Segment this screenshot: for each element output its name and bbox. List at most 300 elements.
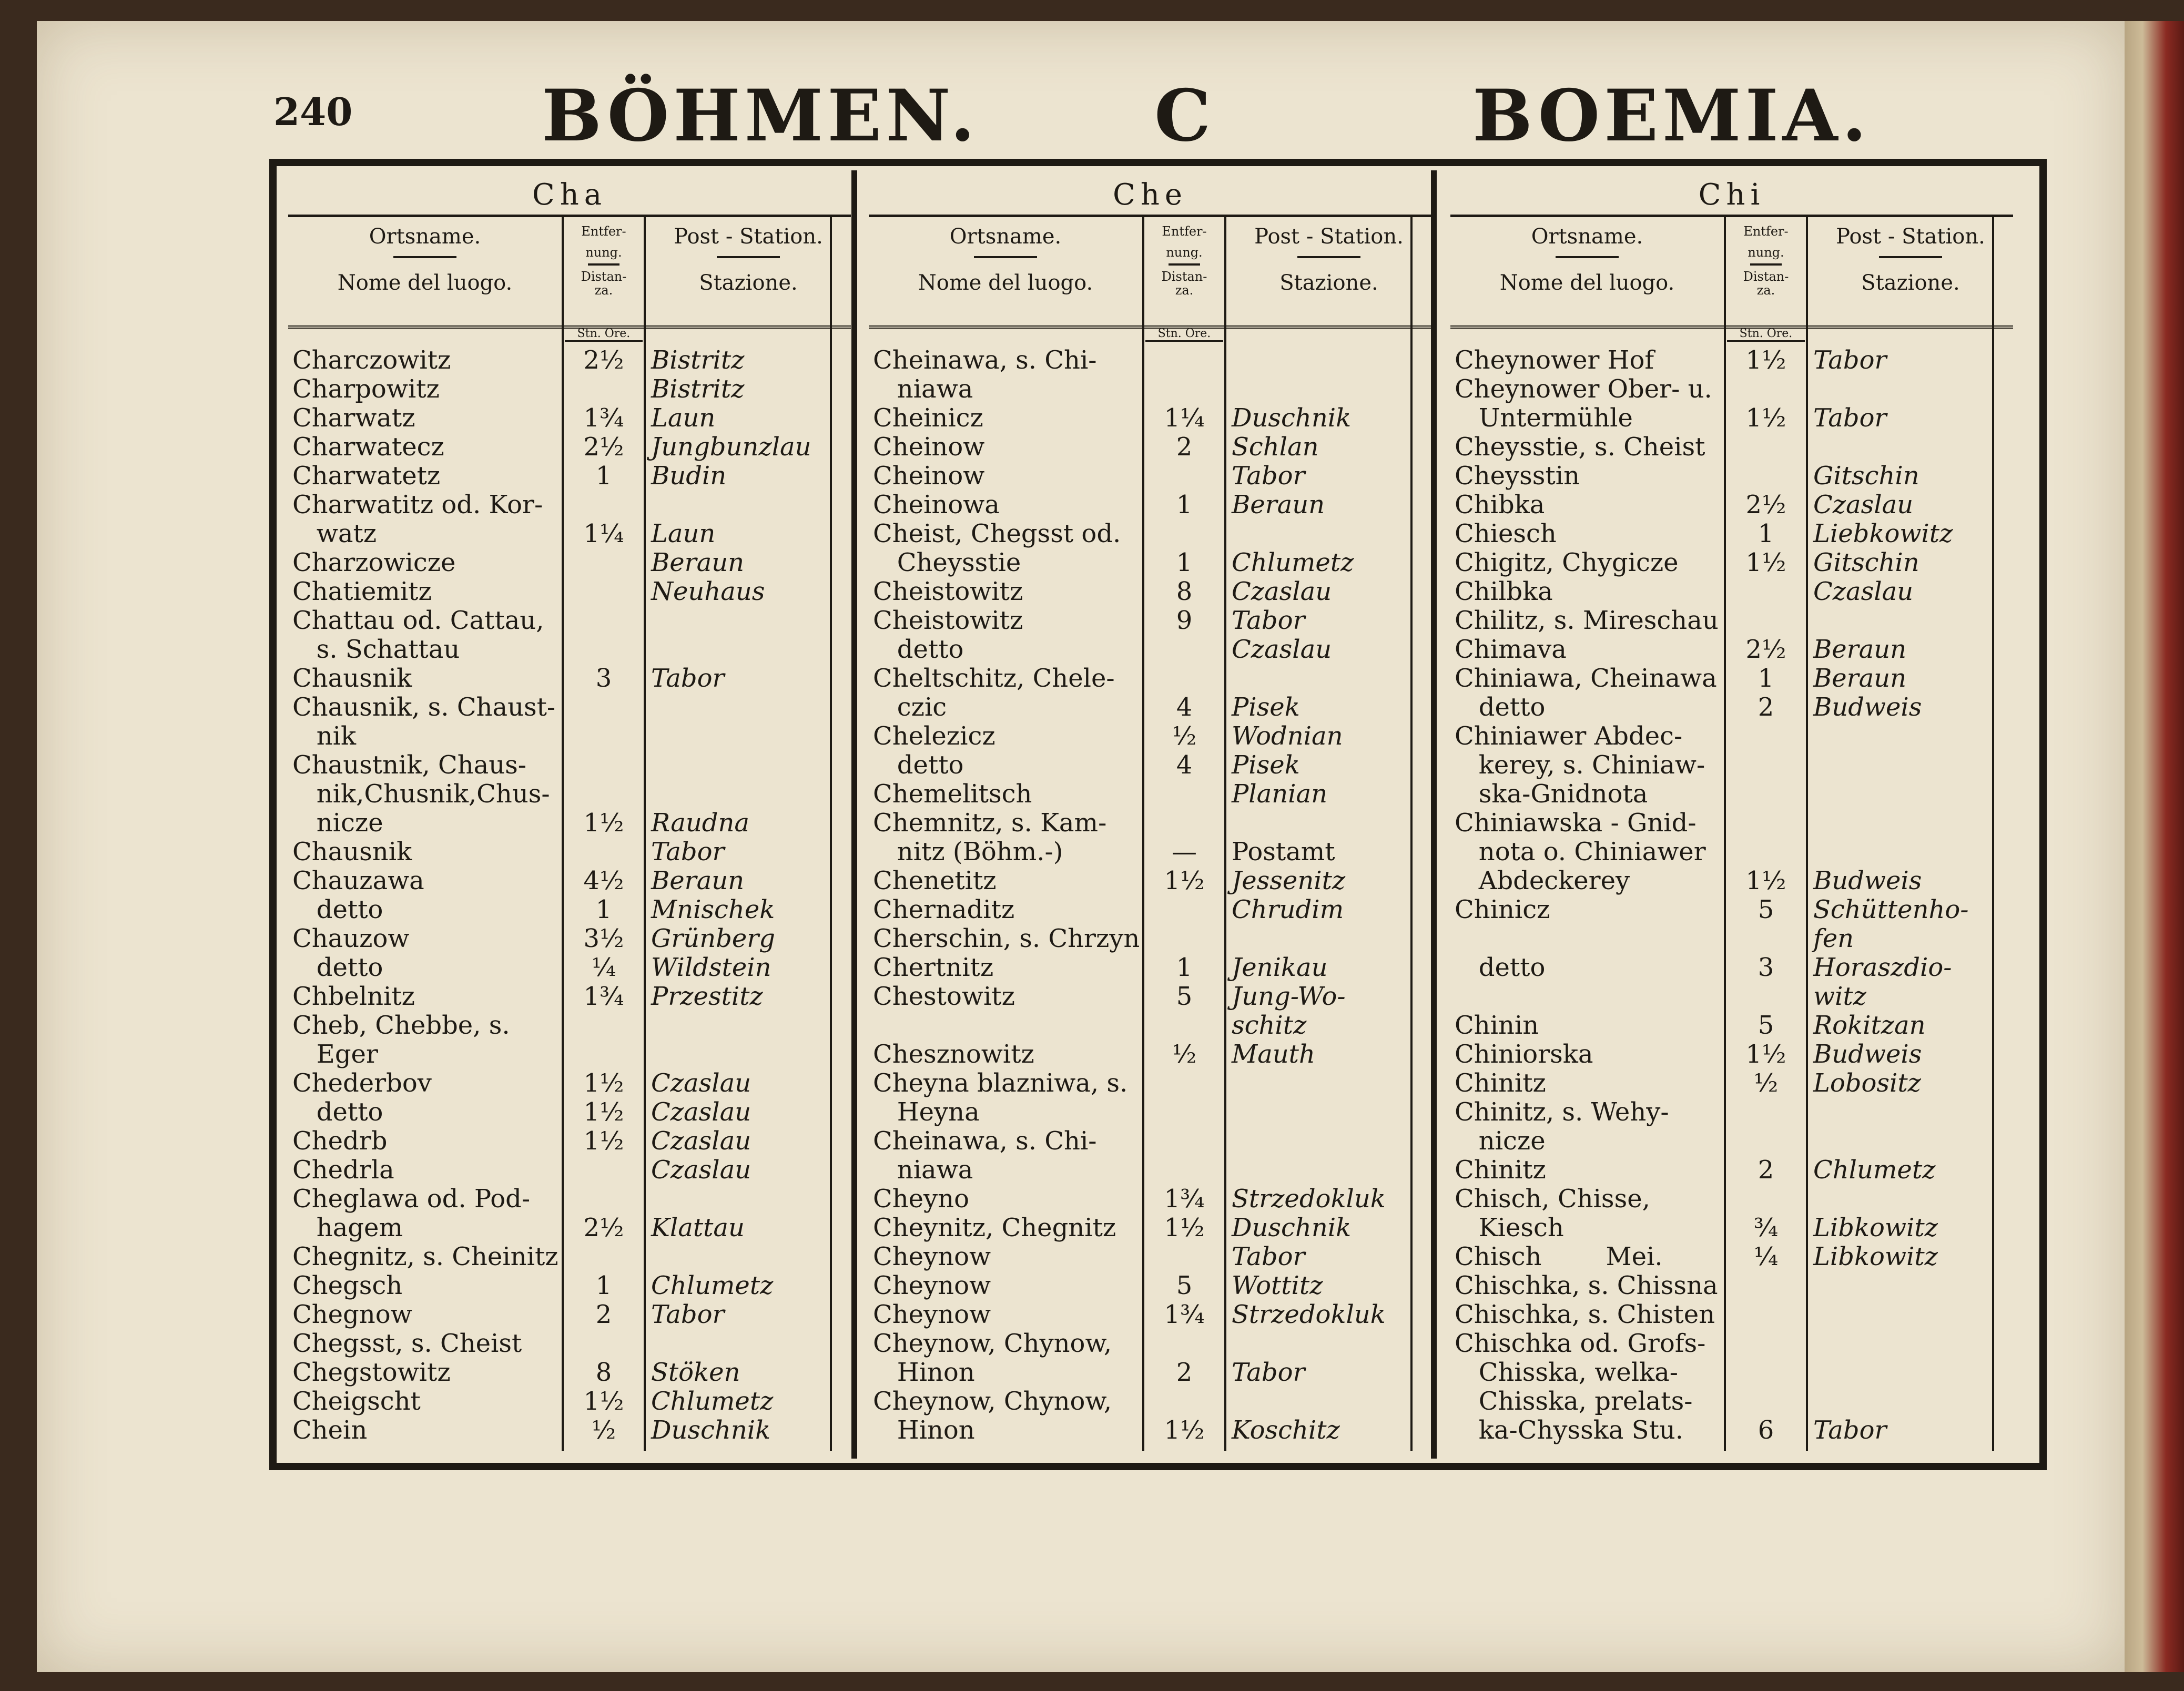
- table-row: [288, 635, 851, 664]
- distance-value: 2: [1758, 692, 1774, 722]
- place-name: Chegsch: [292, 1271, 403, 1300]
- post-station: Czaslau: [651, 1068, 751, 1098]
- table-row: [288, 606, 851, 635]
- table-row: [288, 953, 851, 982]
- table-row: [1450, 924, 2013, 953]
- table-row: [1450, 1358, 2013, 1387]
- distance-value: 1½: [1745, 866, 1786, 895]
- place-name: Cheltschitz, Chele-: [873, 664, 1115, 693]
- post-station: Czaslau: [651, 1097, 751, 1127]
- distance-value: ¾: [1753, 1213, 1779, 1242]
- table-row: [1450, 1242, 2013, 1271]
- header-rule: [1556, 256, 1619, 258]
- table-row: [869, 1416, 1431, 1445]
- distan-label: Distan-: [581, 269, 627, 284]
- place-name: niawa: [873, 1155, 973, 1185]
- distance-value: 1¼: [583, 519, 624, 548]
- table-row: [1450, 1416, 2013, 1445]
- table-row: [869, 1242, 1431, 1271]
- table-row: [288, 1329, 851, 1358]
- place-name: Chigitz, Chygicze: [1455, 548, 1679, 577]
- distance-value: 2: [595, 1300, 612, 1329]
- table-row: [288, 924, 851, 953]
- place-name: Chiniawer Abdec-: [1455, 721, 1683, 751]
- table-row: [1450, 664, 2013, 693]
- place-name: Chauzawa: [292, 866, 424, 895]
- header-rule: [588, 263, 619, 266]
- nung-label: nung.: [1748, 245, 1784, 260]
- distance-value: 1¾: [583, 982, 624, 1011]
- post-station: Grünberg: [651, 924, 775, 953]
- entfer-label: Entfer-: [1162, 224, 1207, 239]
- table-row: [288, 346, 851, 375]
- place-name: Chbelnitz: [292, 982, 415, 1011]
- table-row: [869, 780, 1431, 809]
- title-right: BOEMIA.: [1472, 74, 1871, 157]
- post-station: Tabor: [1232, 1242, 1305, 1271]
- table-row: [288, 809, 851, 838]
- post-station: Czaslau: [651, 1126, 751, 1156]
- distance-value: 4: [1176, 692, 1193, 722]
- distance-value: 1: [595, 895, 612, 924]
- station-header: [1226, 217, 1431, 295]
- distance-value: 3: [595, 664, 612, 693]
- place-name: Cheyno: [873, 1184, 969, 1214]
- distance-value: ½: [1753, 1068, 1779, 1098]
- table-row: [869, 548, 1431, 577]
- table-row: [1450, 404, 2013, 433]
- table-row: [288, 1358, 851, 1387]
- place-name: detto: [873, 750, 964, 780]
- place-name: Chiesch: [1455, 519, 1557, 548]
- table-row: [869, 982, 1431, 1011]
- post-station: Pisek: [1232, 750, 1300, 780]
- table-row: [288, 375, 851, 404]
- table-row: [1450, 1156, 2013, 1185]
- place-name: Untermühle: [1455, 403, 1633, 433]
- post-station: Przestitz: [651, 982, 763, 1011]
- ortsname-label: Ortsname.: [949, 225, 1062, 249]
- post-station: Bistritz: [651, 345, 745, 375]
- place-name: Chelezicz: [873, 721, 996, 751]
- distance-value: 2½: [1745, 490, 1786, 519]
- table-row: [288, 751, 851, 780]
- table-row: [1450, 867, 2013, 895]
- place-name: Chenetitz: [873, 866, 997, 895]
- table-row: [869, 1271, 1431, 1300]
- distance-value: 8: [1176, 577, 1193, 606]
- header-rule: [1879, 256, 1942, 258]
- post-station: Tabor: [651, 664, 725, 693]
- place-name: Chemelitsch: [873, 779, 1032, 809]
- post-station: Budweis: [1813, 1040, 1922, 1069]
- place-name: Chederbov: [292, 1068, 432, 1098]
- post-station-label: Post - Station.: [1254, 225, 1404, 249]
- table-row: [1450, 462, 2013, 491]
- distance-value: ½: [1172, 721, 1197, 751]
- entfer-label: Entfer-: [1743, 224, 1789, 239]
- place-name: Chein: [292, 1415, 368, 1445]
- column-rule: [1724, 217, 1726, 325]
- post-station: Beraun: [1232, 490, 1325, 519]
- distance-value: 1½: [583, 808, 624, 838]
- place-name: nicze: [292, 808, 383, 838]
- post-station: Stöken: [651, 1358, 740, 1387]
- post-station: Laun: [651, 403, 716, 433]
- table-row: [1450, 751, 2013, 780]
- place-name: Cheinow: [873, 432, 985, 462]
- table-row: [869, 693, 1431, 722]
- place-name: detto: [1455, 692, 1546, 722]
- table-row: [288, 838, 851, 867]
- distance-value: 1½: [1745, 548, 1786, 577]
- post-station: Liebkowitz: [1813, 519, 1953, 548]
- table-row: [869, 1069, 1431, 1098]
- distance-value: 1¼: [1164, 403, 1205, 433]
- place-name: Cheigscht: [292, 1387, 421, 1416]
- table-row: [1450, 433, 2013, 462]
- post-station: Mnischek: [651, 895, 775, 924]
- distance-value: 5: [1758, 1011, 1774, 1040]
- place-name: Cheinicz: [873, 403, 983, 433]
- post-station: Budin: [651, 461, 727, 491]
- column-subheader: [869, 217, 1431, 329]
- post-station: Beraun: [651, 866, 745, 895]
- post-station: Chlumetz: [1813, 1155, 1936, 1185]
- place-name: Chausnik, s. Chaust-: [292, 692, 556, 722]
- post-station: Lobositz: [1813, 1068, 1921, 1098]
- table-row: [1450, 1040, 2013, 1069]
- place-name: nik,Chusnik,Chus-: [292, 779, 550, 809]
- place-name: Charpowitz: [292, 374, 440, 404]
- post-station: Czaslau: [651, 1155, 751, 1185]
- post-station: Strzedokluk: [1232, 1184, 1386, 1214]
- table-row: [869, 433, 1431, 462]
- nung-label: nung.: [585, 245, 622, 260]
- place-name: Chisska, prelats-: [1455, 1387, 1693, 1416]
- table-row: [869, 1156, 1431, 1185]
- table-row: [869, 1387, 1431, 1416]
- table-row: [1450, 1214, 2013, 1242]
- place-name: watz: [292, 519, 377, 548]
- table-row: [869, 1358, 1431, 1387]
- table-row: [1450, 375, 2013, 404]
- place-name: Cheinawa, s. Chi-: [873, 345, 1097, 375]
- post-station: Tabor: [651, 837, 725, 867]
- stazione-label: Stazione.: [699, 271, 798, 295]
- table-row: [869, 375, 1431, 404]
- table-row: [1450, 895, 2013, 924]
- column-subheader: [288, 217, 851, 329]
- place-name: ska-Gnidnota: [1455, 779, 1648, 809]
- table-row: [1450, 1069, 2013, 1098]
- place-name: Chattau od. Cattau,: [292, 606, 544, 635]
- table-row: [869, 1214, 1431, 1242]
- table-row: [869, 577, 1431, 606]
- place-name: Charczowitz: [292, 345, 451, 375]
- table-row: [869, 1127, 1431, 1156]
- post-station: Czaslau: [1232, 635, 1332, 664]
- post-station: Duschnik: [1232, 403, 1352, 433]
- place-name: Charwatz: [292, 403, 415, 433]
- ortsname-label: Ortsname.: [369, 225, 481, 249]
- header-rule: [393, 256, 456, 258]
- table-row: [288, 1242, 851, 1271]
- place-name: Chinin: [1455, 1011, 1539, 1040]
- place-name: Chinicz: [1455, 895, 1550, 924]
- place-name: nitz (Böhm.-): [873, 837, 1063, 867]
- post-station: Libkowitz: [1813, 1242, 1938, 1271]
- place-name: Chischka od. Grofs-: [1455, 1329, 1706, 1358]
- distance-value: 6: [1758, 1415, 1774, 1445]
- place-name: Cheinawa, s. Chi-: [873, 1126, 1097, 1156]
- place-name: Chiniorska: [1455, 1040, 1593, 1069]
- post-station: Czaslau: [1232, 577, 1332, 606]
- post-station: Budweis: [1813, 692, 1922, 722]
- table-row: [1450, 1329, 2013, 1358]
- table-row: [288, 548, 851, 577]
- distance-value: ½: [591, 1415, 616, 1445]
- place-name: nota o. Chiniawer: [1455, 837, 1706, 867]
- ortsname-header: [869, 217, 1142, 295]
- place-name: Cheist, Chegsst od.: [873, 519, 1121, 548]
- table-row: [288, 1271, 851, 1300]
- table-row: [869, 635, 1431, 664]
- column-heading: Che: [869, 178, 1431, 217]
- post-station: Budweis: [1813, 866, 1922, 895]
- place-name: Chegnitz, s. Cheinitz: [292, 1242, 558, 1271]
- table-row: [288, 1040, 851, 1069]
- distance-units: Stn. Ore.: [1727, 327, 1805, 342]
- post-station: Tabor: [1813, 345, 1887, 375]
- place-name: Cheynitz, Chegnitz: [873, 1213, 1116, 1242]
- post-station: Jenikau: [1232, 953, 1328, 982]
- place-name: Chausnik: [292, 664, 412, 693]
- place-name: Chernaditz: [873, 895, 1015, 924]
- station-header: [646, 217, 851, 295]
- post-station: witz: [1813, 982, 1867, 1011]
- distance-value: —: [1172, 837, 1197, 867]
- distance-value: 1½: [1164, 1415, 1205, 1445]
- distance-value: 1¾: [1164, 1184, 1205, 1214]
- column-chi: [1450, 178, 2013, 1451]
- distance-value: 3½: [583, 924, 624, 953]
- distance-value: 1½: [1164, 1213, 1205, 1242]
- place-name: niawa: [873, 374, 973, 404]
- table-row: [869, 895, 1431, 924]
- table-row: [869, 1185, 1431, 1214]
- table-row: [1450, 1185, 2013, 1214]
- za-label: za.: [594, 283, 613, 298]
- post-station: Tabor: [1813, 1415, 1887, 1445]
- place-name: Charwatecz: [292, 432, 444, 462]
- post-station: Beraun: [1813, 635, 1907, 664]
- distance-value: 2: [1176, 432, 1193, 462]
- post-station: Wildstein: [651, 953, 771, 982]
- header-rule: [974, 256, 1037, 258]
- distance-header: [567, 217, 641, 297]
- table-row: [1450, 635, 2013, 664]
- table-row: [869, 404, 1431, 433]
- table-row: [1450, 809, 2013, 838]
- post-station: Rokitzan: [1813, 1011, 1926, 1040]
- table-row: [1450, 577, 2013, 606]
- table-row: [288, 1387, 851, 1416]
- post-station: Gitschin: [1813, 461, 1919, 491]
- place-name: Cheinowa: [873, 490, 1000, 519]
- place-name: Cherschin, s. Chrzyn: [873, 924, 1140, 953]
- place-name: Chibka: [1455, 490, 1545, 519]
- distance-value: 4½: [583, 866, 624, 895]
- table-row: [1450, 693, 2013, 722]
- table-row: [869, 751, 1431, 780]
- table-row: [288, 693, 851, 722]
- table-row: [869, 462, 1431, 491]
- table-row: [1450, 548, 2013, 577]
- place-name: Cheistowitz: [873, 577, 1023, 606]
- post-station: Planian: [1232, 779, 1328, 809]
- table-row: [1450, 1300, 2013, 1329]
- table-row: [869, 346, 1431, 375]
- table-row: [288, 1300, 851, 1329]
- place-name: Chiniawska - Gnid-: [1455, 808, 1697, 838]
- distance-value: 2½: [583, 432, 624, 462]
- place-name: Hinon: [873, 1415, 975, 1445]
- distan-label: Distan-: [1161, 269, 1207, 284]
- place-name: Chilitz, s. Mireschau: [1455, 606, 1719, 635]
- distance-value: 1: [1176, 953, 1193, 982]
- place-name: kerey, s. Chiniaw-: [1455, 750, 1705, 780]
- za-label: za.: [1175, 283, 1194, 298]
- distance-header: [1147, 217, 1221, 297]
- distance-value: 3: [1758, 953, 1774, 982]
- table-row: [288, 1127, 851, 1156]
- book-edge: [2125, 21, 2184, 1672]
- column-che: [869, 178, 1431, 1451]
- table-row: [288, 1098, 851, 1127]
- table-row: [869, 867, 1431, 895]
- distance-value: ½: [1172, 1040, 1197, 1069]
- header-rule: [717, 256, 780, 258]
- table-row: [288, 867, 851, 895]
- distance-value: 1: [595, 461, 612, 491]
- distance-value: 1½: [583, 1097, 624, 1127]
- post-station: Duschnik: [1232, 1213, 1352, 1242]
- place-name: Chedrla: [292, 1155, 394, 1185]
- place-name: Heyna: [873, 1097, 980, 1127]
- table-row: [288, 404, 851, 433]
- place-name: Charwatitz od. Kor-: [292, 490, 543, 519]
- table-row: [1450, 1271, 2013, 1300]
- place-name: Cheynow: [873, 1300, 991, 1329]
- place-name: Chisch, Chisse,: [1455, 1184, 1650, 1214]
- place-name: Chisch Mei.: [1455, 1242, 1663, 1271]
- place-name: nicze: [1455, 1126, 1546, 1156]
- ortsname-header: [1450, 217, 1724, 295]
- place-name: czic: [873, 692, 947, 722]
- column-cha: [288, 178, 851, 1451]
- post-station: Gitschin: [1813, 548, 1919, 577]
- table-row: [288, 462, 851, 491]
- post-station: Mauth: [1232, 1040, 1315, 1069]
- header-rule: [1297, 256, 1360, 258]
- table-row: [869, 809, 1431, 838]
- title-left: BÖHMEN.: [542, 74, 979, 157]
- post-station: Tabor: [1232, 461, 1305, 491]
- table-row: [869, 491, 1431, 519]
- table-row: [288, 722, 851, 751]
- place-name: Cheinow: [873, 461, 985, 491]
- post-station: Chlumetz: [651, 1271, 774, 1300]
- distance-value: 5: [1176, 1271, 1193, 1300]
- table-row: [288, 664, 851, 693]
- post-station: Schlan: [1232, 432, 1319, 462]
- distance-units: Stn. Ore.: [1145, 327, 1223, 342]
- table-row: [288, 780, 851, 809]
- table-row: [288, 1011, 851, 1040]
- place-name: Cheynow: [873, 1271, 991, 1300]
- column-divider: [851, 170, 857, 1459]
- post-station: Tabor: [1232, 1358, 1305, 1387]
- table-row: [1450, 1127, 2013, 1156]
- place-name: Chertnitz: [873, 953, 994, 982]
- place-name: Cheb, Chebbe, s.: [292, 1011, 510, 1040]
- column-rule: [1142, 217, 1144, 325]
- post-station: Bistritz: [651, 374, 745, 404]
- post-station-label: Post - Station.: [674, 225, 823, 249]
- distance-value: 2½: [583, 345, 624, 375]
- table-row: [288, 433, 851, 462]
- place-name: Abdeckerey: [1455, 866, 1630, 895]
- post-station: Beraun: [1813, 664, 1907, 693]
- table-row: [869, 838, 1431, 867]
- table-row: [869, 1040, 1431, 1069]
- table-row: [1450, 606, 2013, 635]
- place-name: Chinitz, s. Wehy-: [1455, 1097, 1669, 1127]
- place-name: s. Schattau: [292, 635, 460, 664]
- place-name: Chisska, welka-: [1455, 1358, 1679, 1387]
- table-row: [869, 664, 1431, 693]
- post-station: Klattau: [651, 1213, 745, 1242]
- header-rule: [1750, 263, 1782, 266]
- distance-value: 4: [1176, 750, 1193, 780]
- distance-value: ¼: [1753, 1242, 1779, 1271]
- nome-label: Nome del luogo.: [337, 271, 513, 295]
- post-station: Schüttenho-: [1813, 895, 1969, 924]
- place-name: Eger: [292, 1040, 378, 1069]
- table-row: [869, 924, 1431, 953]
- distance-value: ¼: [591, 953, 616, 982]
- stazione-label: Stazione.: [1279, 271, 1378, 295]
- distance-value: 9: [1176, 606, 1193, 635]
- place-name: Cheysstin: [1455, 461, 1580, 491]
- table-row: [288, 982, 851, 1011]
- distance-value: 1½: [1745, 345, 1786, 375]
- post-station: Horaszdio-: [1813, 953, 1952, 982]
- post-station: Duschnik: [651, 1415, 771, 1445]
- place-name: Chesznowitz: [873, 1040, 1034, 1069]
- distance-value: 8: [595, 1358, 612, 1387]
- table-row: [288, 519, 851, 548]
- post-station: Wottitz: [1232, 1271, 1323, 1300]
- distance-units: Stn. Ore.: [565, 327, 643, 342]
- table-row: [288, 895, 851, 924]
- distance-header: [1729, 217, 1803, 297]
- column-subheader: [1450, 217, 2013, 329]
- distance-value: 2: [1758, 1155, 1774, 1185]
- post-station: Neuhaus: [651, 577, 765, 606]
- entries-list: [1450, 346, 2013, 1451]
